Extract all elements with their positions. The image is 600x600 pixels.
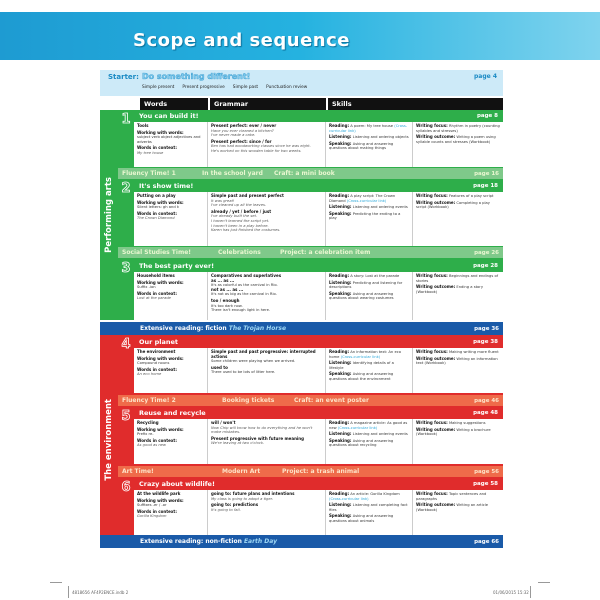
- ww-text: Compound nouns: [137, 361, 170, 366]
- wc-label: Words in context:: [137, 290, 177, 296]
- grammar-head: as ... as ...: [211, 277, 235, 283]
- column-header-words: Words: [140, 98, 208, 110]
- wc-label: Words in context:: [137, 145, 177, 151]
- band-page: page 36: [474, 325, 499, 332]
- writing-focus-text: Making writing more fluent: [448, 350, 499, 354]
- grammar-head: Simple past and present perfect: [211, 193, 284, 198]
- grammar-example: It's not as big as the carnival in Rio.: [211, 292, 277, 297]
- unit-number: 6: [121, 480, 131, 495]
- listening-text: Predicting and listening for descriptions: [329, 280, 403, 290]
- band-book-title: The Trojan Horse: [228, 325, 287, 332]
- band-fluency-time-2: [118, 395, 503, 406]
- unit-page: page 58: [473, 480, 498, 487]
- grammar-example: I've cleaned up all the leaves.: [211, 203, 267, 208]
- band-extensive-reading-nonfiction: [100, 535, 503, 548]
- writing-outcome-label: Writing outcome:: [416, 355, 456, 361]
- writing-cell: [413, 348, 503, 393]
- grammar-cell: [208, 348, 326, 393]
- starter-label: Starter:: [108, 73, 139, 81]
- speaking-label: Speaking:: [329, 437, 352, 443]
- band-page: page 56: [474, 468, 499, 475]
- starter-topic: Simple past: [232, 85, 259, 90]
- skills-cell: [326, 490, 413, 535]
- print-slug-file: 4818656 AF4P2ENCE.indb 2: [72, 590, 129, 595]
- speaking-label: Speaking:: [329, 371, 352, 377]
- words-cell: [134, 122, 208, 167]
- writing-focus-label: Writing focus:: [416, 349, 448, 354]
- grammar-head: not as ... as ...: [211, 286, 244, 292]
- reading-label: Reading:: [329, 273, 350, 278]
- starter-topic: Present progressive: [182, 85, 225, 90]
- grammar-example: There isn't enough light in here.: [211, 308, 271, 313]
- writing-outcome-label: Writing outcome:: [416, 134, 456, 140]
- crop-mark: [538, 582, 550, 583]
- band-project: Craft: a mini book: [274, 170, 335, 177]
- grammar-head: Simple past and past progressive: interrupted actions: [211, 349, 316, 359]
- grammar-example: Karen has just finished the costumes.: [211, 228, 281, 233]
- words-topic: At the wildlife park: [137, 491, 181, 496]
- writing-outcome-text: Ending a story (Workbook): [416, 285, 484, 294]
- skills-cell: [326, 348, 413, 393]
- grammar-head: Present perfect: ever / never: [211, 123, 277, 128]
- band-art-time: [118, 466, 503, 477]
- grammar-example: He's worked on this wooden table for two weeks.: [211, 148, 302, 153]
- unit-header: [134, 478, 503, 489]
- skills-cell: [326, 122, 413, 167]
- cross-curricular-link[interactable]: (Cross-curricular link): [329, 124, 408, 133]
- unit-page: page 8: [476, 112, 498, 119]
- ww-label: Working with words:: [137, 355, 184, 361]
- grammar-cell: [208, 490, 326, 535]
- reading-text: An article: Gorilla Kingdom: [350, 492, 400, 496]
- ww-text: Suffixes -er / -or: [137, 503, 167, 508]
- grammar-example: There used to be lots of litter here.: [211, 370, 276, 375]
- band-page: page 26: [474, 249, 499, 256]
- listening-text: Listening and completing fact files: [329, 503, 408, 512]
- grammar-example: I've already built the set.: [211, 214, 258, 219]
- starter-page: page 4: [474, 73, 497, 80]
- unit-number: 4: [121, 337, 131, 352]
- grammar-example: Ben has had woodworking classes since he was eight.: [211, 144, 311, 149]
- writing-focus-text: Beginnings and endings of stories: [416, 274, 498, 283]
- speaking-text: Asking and answering questions about recycling: [329, 438, 394, 448]
- grammar-head: Present perfect: since / for: [211, 138, 272, 144]
- unit-header: [134, 407, 503, 418]
- band-project: Project: a celebration item: [280, 249, 371, 256]
- ww-label: Working with words:: [137, 129, 184, 135]
- words-topic: Household items: [137, 273, 175, 278]
- column-header-skills: Skills: [327, 98, 503, 110]
- unit-number: 5: [121, 409, 131, 424]
- grammar-head: too / enough: [211, 297, 240, 303]
- grammar-example: Some children were playing when we arrived.: [211, 359, 296, 364]
- reading-label: Reading:: [329, 349, 350, 354]
- listening-text: Listening and ordering events: [352, 205, 408, 210]
- reading-label: Reading:: [329, 193, 350, 198]
- ww-text: Suffix -ion: [137, 285, 156, 290]
- reading-label: Reading:: [329, 123, 350, 128]
- unit-body: [134, 192, 503, 246]
- writing-cell: [413, 490, 503, 535]
- band-page: page 66: [474, 538, 499, 545]
- unit-body: [134, 122, 503, 167]
- grammar-cell: [208, 192, 326, 246]
- unit-number: 1: [121, 112, 131, 127]
- print-slug-date: 01/06/2015 15:32: [493, 590, 529, 595]
- listening-text: Identifying details of a lifestyle: [329, 361, 394, 370]
- reading-text: A magazine article: As good as new: [329, 421, 408, 430]
- cross-curricular-link[interactable]: (Cross-curricular link): [337, 425, 378, 430]
- speaking-text: Asking and answering questions about the environment: [329, 372, 394, 381]
- column-header-grammar: Grammar: [209, 98, 326, 110]
- words-cell: [134, 419, 208, 464]
- speaking-text: Asking and answering questions about wearing costumes: [329, 291, 394, 301]
- unit-header: [134, 260, 503, 271]
- reading-label: Reading:: [329, 420, 350, 425]
- cross-curricular-link[interactable]: (Cross-curricular link): [346, 198, 387, 203]
- unit-body: [134, 490, 503, 535]
- wc-text: As good as new: [137, 443, 166, 448]
- writing-focus-label: Writing focus:: [416, 193, 448, 198]
- grammar-example: I haven't been in a play before.: [211, 223, 269, 228]
- grammar-example: I haven't learned the script yet.: [211, 218, 270, 223]
- writing-outcome-label: Writing outcome:: [416, 199, 456, 205]
- grammar-head: Present progressive with future meaning: [211, 435, 304, 441]
- unit-page: page 38: [473, 338, 498, 345]
- writing-focus-text: Rhythm in poetry (counting syllables and stresses): [416, 124, 500, 133]
- crop-mark: [68, 586, 69, 598]
- speaking-label: Speaking:: [329, 140, 352, 146]
- writing-focus-text: Features of a play script: [448, 194, 494, 198]
- ww-text: subject verb object adjectives and adverbs: [137, 135, 201, 144]
- band-fluency-time-1: [118, 168, 503, 179]
- writing-focus-label: Writing focus:: [416, 273, 448, 278]
- speaking-label: Speaking:: [329, 210, 352, 216]
- writing-outcome-text: Writing an information text (Workbook): [416, 356, 498, 366]
- cross-curricular-link[interactable]: (Cross-curricular link): [340, 354, 381, 359]
- unit-header: [134, 110, 503, 121]
- wc-text: Gorilla Kingdom: [137, 514, 167, 519]
- wc-label: Words in context:: [137, 210, 177, 216]
- band-title: Art Time!: [122, 468, 154, 475]
- band-topic: Booking tickets: [222, 397, 275, 404]
- wc-text: An eco home: [137, 372, 162, 377]
- grammar-example: It's as colorful as the carnival in Rio.: [211, 283, 278, 288]
- starter-topics: [142, 85, 307, 90]
- band-page: page 16: [474, 170, 499, 177]
- band-book-title: Earth Day: [243, 538, 278, 545]
- grammar-example: We're leaving at two o'clock.: [211, 441, 265, 446]
- grammar-example: My class is going to adopt a tiger.: [211, 496, 274, 501]
- reading-label: Reading:: [329, 491, 350, 496]
- reading-text: A story: Lost at the parade: [350, 274, 400, 278]
- speaking-label: Speaking:: [329, 290, 352, 296]
- unit-number: 3: [121, 261, 131, 276]
- writing-focus-label: Writing focus:: [416, 123, 448, 128]
- reading-text: A play script: The Crown Diamond: [329, 194, 396, 203]
- speaking-text: Asking and answering questions about animals: [329, 514, 394, 523]
- reading-text: A poem: My tree house: [350, 124, 394, 128]
- writing-outcome-text: Completing a play script (Workbook): [416, 200, 490, 210]
- unit-title: Our planet: [139, 337, 179, 346]
- skills-cell: [326, 192, 413, 246]
- grammar-example: It's too dark now.: [211, 303, 243, 308]
- writing-focus-text: Making suggestions: [448, 421, 486, 425]
- starter-title: Do something different!: [142, 72, 251, 81]
- section-label-text: The environment: [104, 399, 114, 481]
- writing-cell: [413, 192, 503, 246]
- ww-label: Working with words:: [137, 497, 184, 503]
- wc-text: My tree house: [137, 150, 164, 155]
- words-cell: [134, 348, 208, 393]
- grammar-example: It was great!: [211, 198, 235, 203]
- band-title: Fluency Time! 2: [122, 397, 176, 404]
- band-title: Fluency Time! 1: [122, 170, 176, 177]
- grammar-head: already / yet / before / just: [211, 208, 272, 214]
- band-topic: Modern Art: [222, 468, 261, 475]
- grammar-head: going to: future plans and intentions: [211, 491, 295, 496]
- grammar-head: will / won't: [211, 420, 236, 425]
- grammar-head: used to: [211, 364, 228, 370]
- band-social-studies-time: [118, 247, 503, 258]
- writing-outcome-text: Writing an article (Workbook): [416, 503, 489, 512]
- reading-text: An information text: An eco home: [329, 350, 401, 359]
- unit-page: page 48: [473, 409, 498, 416]
- speaking-label: Speaking:: [329, 513, 352, 519]
- unit-title: Crazy about wildlife!: [139, 479, 215, 488]
- listening-label: Listening:: [329, 431, 352, 437]
- unit-body: [134, 272, 503, 320]
- starter-topic: Punctuation review: [266, 85, 308, 90]
- words-topic: Putting on a play: [137, 193, 176, 198]
- grammar-example: Now Chip will know how to do everything and he won't make mistakes.: [211, 425, 313, 435]
- section-label-performing-arts: [100, 110, 118, 320]
- writing-outcome-label: Writing outcome:: [416, 284, 456, 290]
- band-topic: Celebrations: [218, 249, 261, 256]
- unit-header: [134, 336, 503, 347]
- unit-page: page 18: [473, 182, 498, 189]
- writing-outcome-text: Writing a poem using syllable counts and stresses (Workbook): [416, 135, 496, 144]
- words-topic: Recycling: [137, 420, 159, 425]
- unit-title: Reuse and recycle: [139, 408, 206, 417]
- grammar-head: Comparatives and superlatives: [211, 273, 282, 278]
- ww-label: Working with words:: [137, 199, 184, 205]
- speaking-text: Predicting the ending to a play: [329, 211, 401, 221]
- unit-page: page 28: [473, 262, 498, 269]
- band-project: Project: a trash animal: [282, 468, 360, 475]
- band-project: Craft: an event poster: [294, 397, 369, 404]
- band-topic: In the school yard: [202, 170, 263, 177]
- wc-label: Words in context:: [137, 508, 177, 514]
- unit-body: [134, 348, 503, 393]
- writing-outcome-text: Writing a brochure (Workbook): [416, 427, 491, 437]
- words-cell: [134, 192, 208, 246]
- grammar-cell: [208, 122, 326, 167]
- section-label-text: Performing arts: [104, 177, 114, 253]
- grammar-example: It's going to fall.: [211, 507, 241, 512]
- writing-cell: [413, 122, 503, 167]
- writing-outcome-label: Writing outcome:: [416, 502, 456, 508]
- grammar-head: going to: predictions: [211, 502, 259, 508]
- listening-label: Listening:: [329, 502, 352, 508]
- wc-text: Lost at the parade: [137, 296, 171, 301]
- cross-curricular-link[interactable]: (Cross-curricular link): [329, 496, 369, 501]
- grammar-example: Have you ever cleaned a kitchen?: [211, 128, 274, 133]
- grammar-example: I've never made a cake.: [211, 133, 256, 138]
- ww-label: Working with words:: [137, 279, 184, 285]
- crop-mark: [50, 582, 62, 583]
- section-label-environment: [100, 335, 118, 545]
- unit-number: 2: [121, 181, 131, 196]
- ww-text: Prefix re-: [137, 432, 154, 437]
- writing-focus-label: Writing focus:: [416, 491, 448, 496]
- unit-title: The best party ever!: [139, 261, 215, 270]
- listening-label: Listening:: [329, 134, 352, 140]
- band-page: page 46: [474, 397, 499, 404]
- writing-cell: [413, 272, 503, 320]
- listening-label: Listening:: [329, 204, 352, 210]
- words-topic: Tools: [137, 123, 149, 128]
- unit-title: It's show time!: [139, 181, 194, 190]
- band-title: Social Studies Time!: [122, 249, 191, 256]
- wc-text: The Crown Diamond: [137, 216, 175, 221]
- speaking-text: Asking and answering questions about making things: [329, 141, 394, 151]
- writing-focus-label: Writing focus:: [416, 420, 448, 425]
- listening-text: Listening and ordering events: [352, 432, 408, 437]
- wc-label: Words in context:: [137, 366, 177, 372]
- band-title: Extensive reading: fiction: [140, 325, 227, 332]
- starter-row: [100, 70, 503, 96]
- listening-label: Listening:: [329, 360, 352, 366]
- listening-label: Listening:: [329, 279, 352, 285]
- writing-focus-text: Topic sentences and paragraphs: [416, 492, 487, 501]
- unit-body: [134, 419, 503, 464]
- band-extensive-reading-fiction: [100, 322, 503, 335]
- title-banner: [0, 12, 600, 60]
- ww-text: Silent letters: gh and k: [137, 205, 180, 210]
- page-title: Scope and sequence: [133, 30, 350, 51]
- grammar-cell: [208, 272, 326, 320]
- words-topic: The environment: [137, 349, 176, 354]
- skills-cell: [326, 272, 413, 320]
- ww-label: Working with words:: [137, 426, 184, 432]
- band-title: Extensive reading: non-fiction: [140, 538, 242, 545]
- crop-mark: [530, 586, 531, 598]
- writing-outcome-label: Writing outcome:: [416, 426, 456, 432]
- listening-text: Listening and ordering objects: [352, 135, 409, 140]
- words-cell: [134, 272, 208, 320]
- wc-label: Words in context:: [137, 437, 177, 443]
- writing-cell: [413, 419, 503, 464]
- unit-header: [134, 180, 503, 191]
- grammar-cell: [208, 419, 326, 464]
- unit-title: You can build it!: [139, 111, 199, 120]
- words-cell: [134, 490, 208, 535]
- starter-topic: Simple present: [142, 85, 175, 90]
- skills-cell: [326, 419, 413, 464]
